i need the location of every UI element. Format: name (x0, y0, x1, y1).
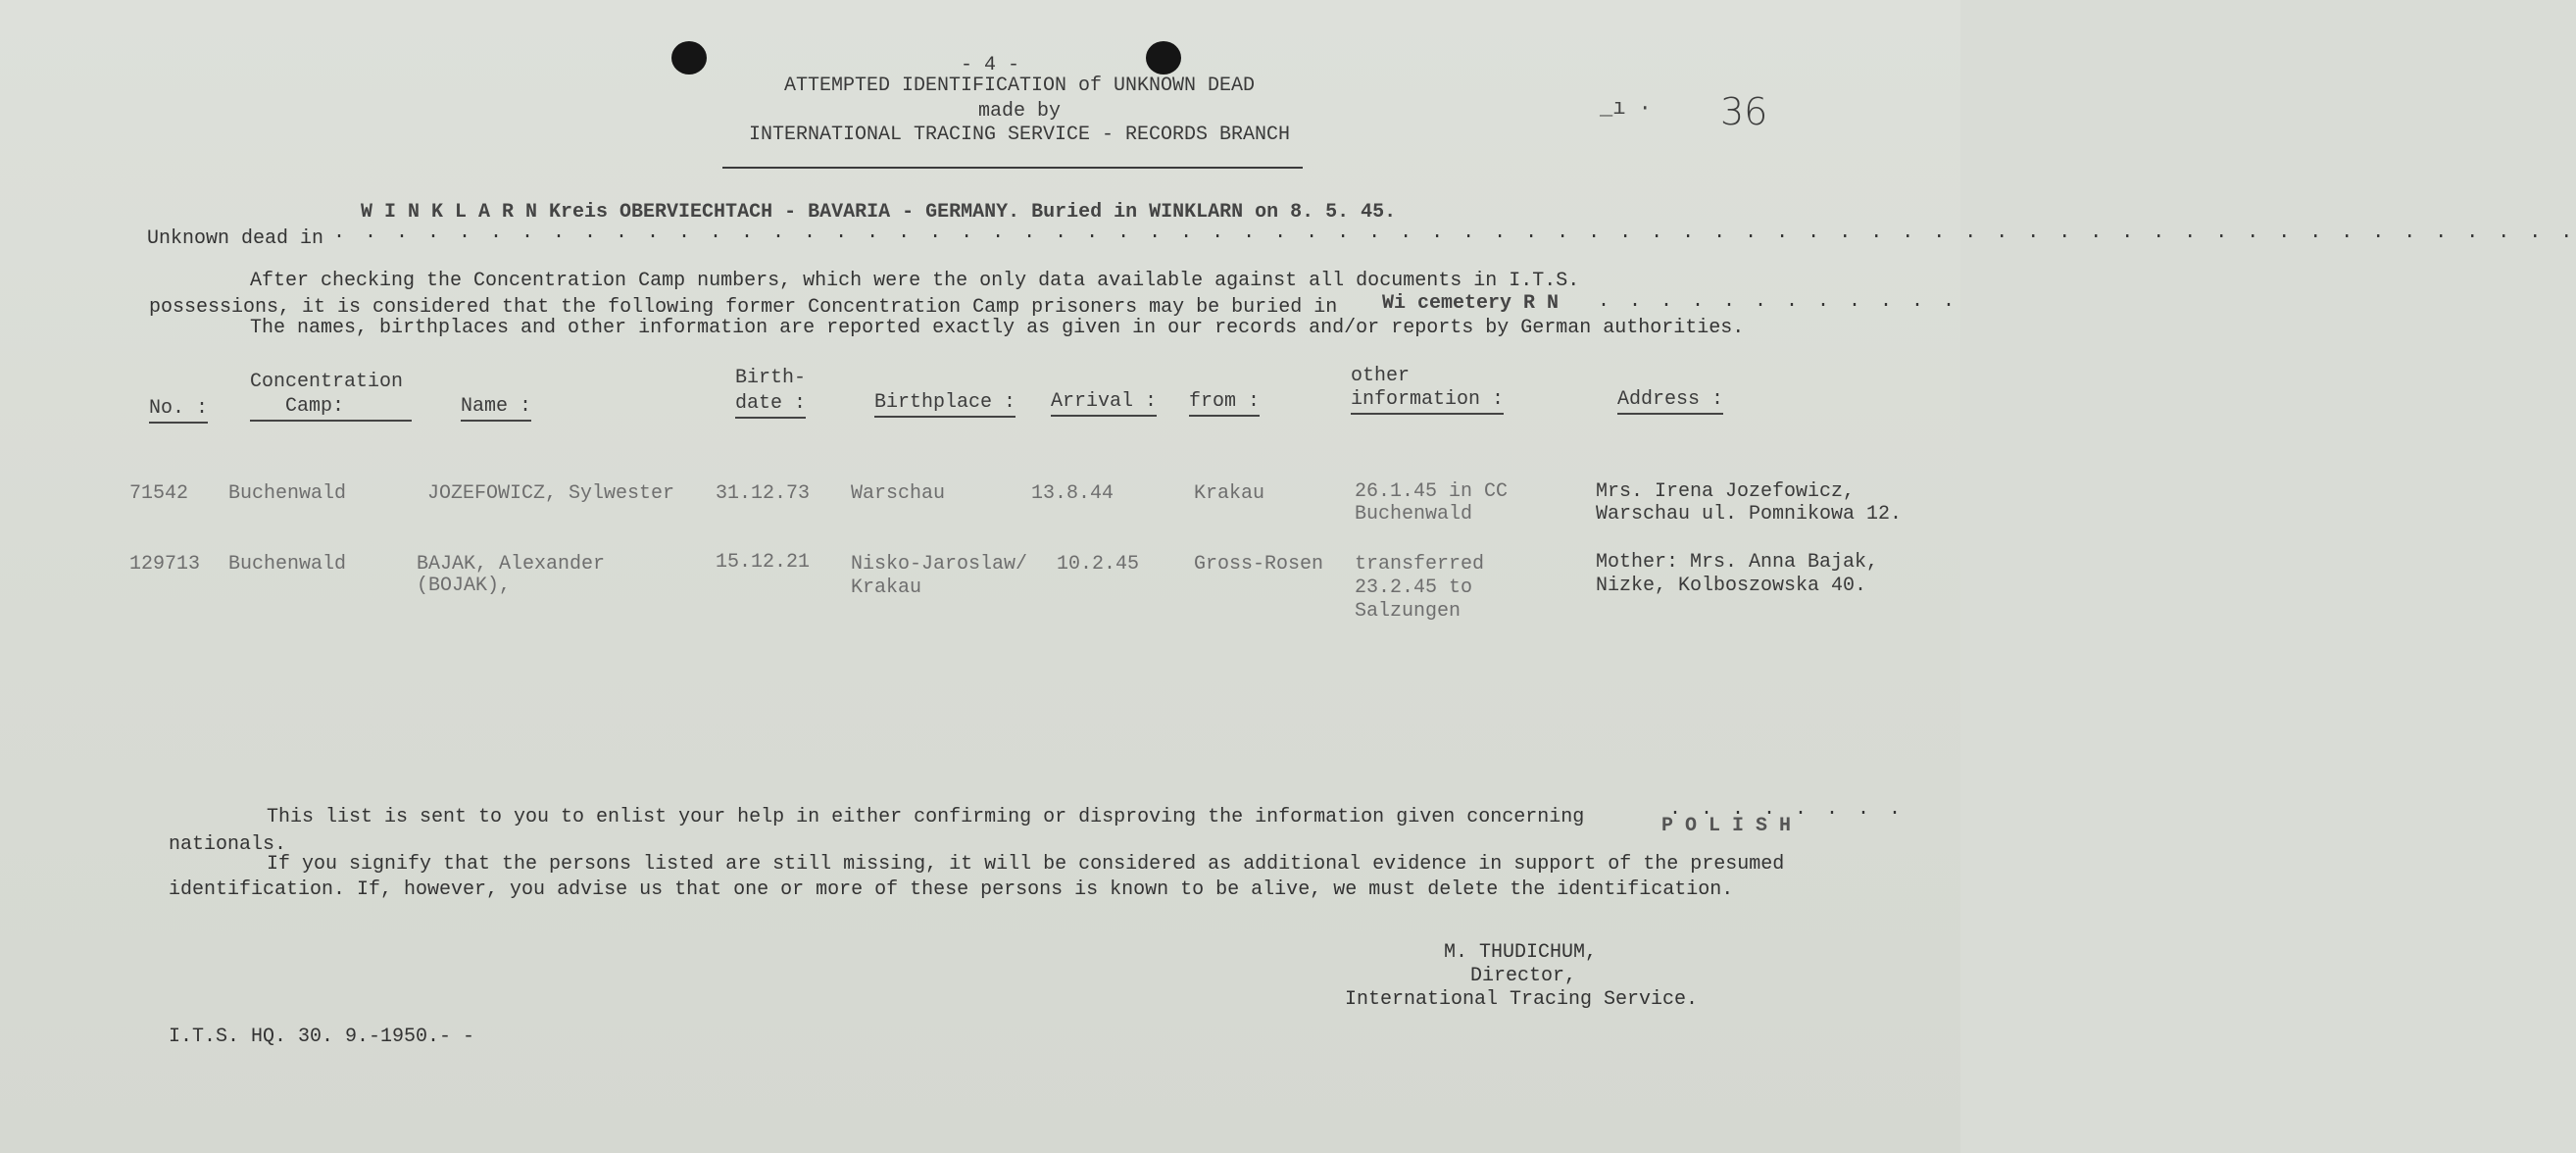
card-number: 36 (1720, 90, 1768, 133)
issuing-branch: INTERNATIONAL TRACING SERVICE - RECORDS BRANCH (748, 124, 1291, 146)
cell-name-line2: (BOJAK), (417, 575, 512, 597)
page-marker: - 4 - (960, 54, 1019, 76)
cell-address-line1: Mrs. Irena Jozefowicz, (1596, 480, 1856, 503)
cell-other-line3: Salzungen (1355, 600, 1461, 623)
closing-line-3: If you signify that the persons listed are still missing, it will be considered as additional evidence in support of the presumed (267, 853, 1785, 876)
header-camp-line1: Concentration (250, 371, 404, 393)
hq-date-line: I.T.S. HQ. 30. 9.-1950.- - (169, 1026, 475, 1048)
cell-no: 71542 (129, 482, 189, 505)
header-other-line1: other (1351, 365, 1411, 387)
header-camp-line2-text: Camp: (285, 395, 345, 418)
closing-line-1: This list is sent to you to enlist your help in either confirming or disproving the information given concerning (267, 806, 1585, 828)
header-name: Name : (461, 395, 531, 422)
closing-leader: . . . . . . . . (1669, 798, 1906, 821)
cell-other-line2: Buchenwald (1355, 503, 1473, 526)
header-birthdate-line2: date : (735, 392, 806, 419)
cell-address-line2: Warschau ul. Pomnikowa 12. (1596, 503, 1903, 526)
closing-line-2: nationals. (169, 833, 287, 856)
cell-birthplace-line2: Krakau (851, 576, 922, 599)
cell-other-line2: 23.2.45 to (1355, 576, 1473, 599)
intro-leader: . . . . . . . . . . . . (1598, 290, 1959, 313)
header-address: Address : (1617, 388, 1723, 415)
cell-from: Gross-Rosen (1194, 553, 1324, 576)
header-arrival: Arrival : (1051, 390, 1157, 417)
stamp-mark: _ı · (1600, 96, 1652, 121)
cell-other-line1: 26.1.45 in CC (1355, 480, 1509, 503)
cell-other-line1: transferred (1355, 553, 1485, 576)
cell-arrival: 10.2.45 (1057, 553, 1140, 576)
cell-birthplace: Nisko-Jaroslaw/ (851, 553, 1028, 576)
cell-from: Krakau (1194, 482, 1265, 505)
header-no: No. : (149, 397, 208, 424)
intro-line-1: After checking the Concentration Camp numbers, which were the only data available against all documents in I.T.S. (250, 270, 1580, 292)
document-title: ATTEMPTED IDENTIFICATION of UNKNOWN DEAD (783, 75, 1256, 97)
cell-address-line1: Mother: Mrs. Anna Bajak, (1596, 551, 1879, 574)
intro-line-3: The names, birthplaces and other information are reported exactly as given in our records and/or reports by German authorities. (250, 317, 1745, 339)
intro-line-2: possessions, it is considered that the following former Concentration Camp prisoners may be buried in (149, 296, 1338, 319)
header-birthplace: Birthplace : (874, 391, 1016, 418)
nationality-fill: P O L I S H (1661, 815, 1792, 837)
cell-birthdate: 15.12.21 (716, 551, 811, 574)
header-other-line2: information : (1351, 388, 1504, 415)
signatory-org: International Tracing Service. (1345, 988, 1699, 1011)
header-rule (722, 167, 1303, 169)
header-birthdate-line1: Birth- (735, 367, 807, 389)
cell-birthdate: 31.12.73 (716, 482, 811, 505)
cell-birthplace: Warschau (851, 482, 946, 505)
cell-camp: Buchenwald (228, 553, 347, 576)
punch-hole-left (671, 41, 707, 75)
punch-hole-right (1146, 41, 1181, 75)
header-camp-line2 (250, 395, 412, 422)
cell-camp: Buchenwald (228, 482, 347, 505)
header-from: from : (1189, 390, 1260, 417)
signatory-name: M. THUDICHUM, (1444, 941, 1598, 964)
location-fill: W I N K L A R N Kreis OBERVIECHTACH - BAVARIA - GERMANY. Buried in WINKLARN on 8. 5. 45. (361, 201, 1397, 224)
document-subtitle: made by (977, 100, 1061, 123)
location-leader: . . . . . . . . . . . . . . . . . . . . . . . . . . . . . . . . . . . . . . . . . . . . . . . . . . . . . . . . . . . . . . . . . . . . . . . . (333, 222, 2576, 244)
cell-no: 129713 (129, 553, 201, 576)
cell-address-line2: Nizke, Kolboszowska 40. (1596, 575, 1867, 597)
cell-name: BAJAK, Alexander (417, 553, 606, 576)
closing-line-4: identification. If, however, you advise us that one or more of these persons is known to be alive, we must delete the identification. (169, 878, 1734, 901)
cell-name: JOZEFOWICZ, Sylwester (427, 482, 675, 505)
intro-overtype: Wi cemetery R N (1382, 292, 1560, 315)
location-label: Unknown dead in (147, 227, 324, 250)
cell-arrival: 13.8.44 (1031, 482, 1115, 505)
signatory-title: Director, (1470, 965, 1577, 987)
